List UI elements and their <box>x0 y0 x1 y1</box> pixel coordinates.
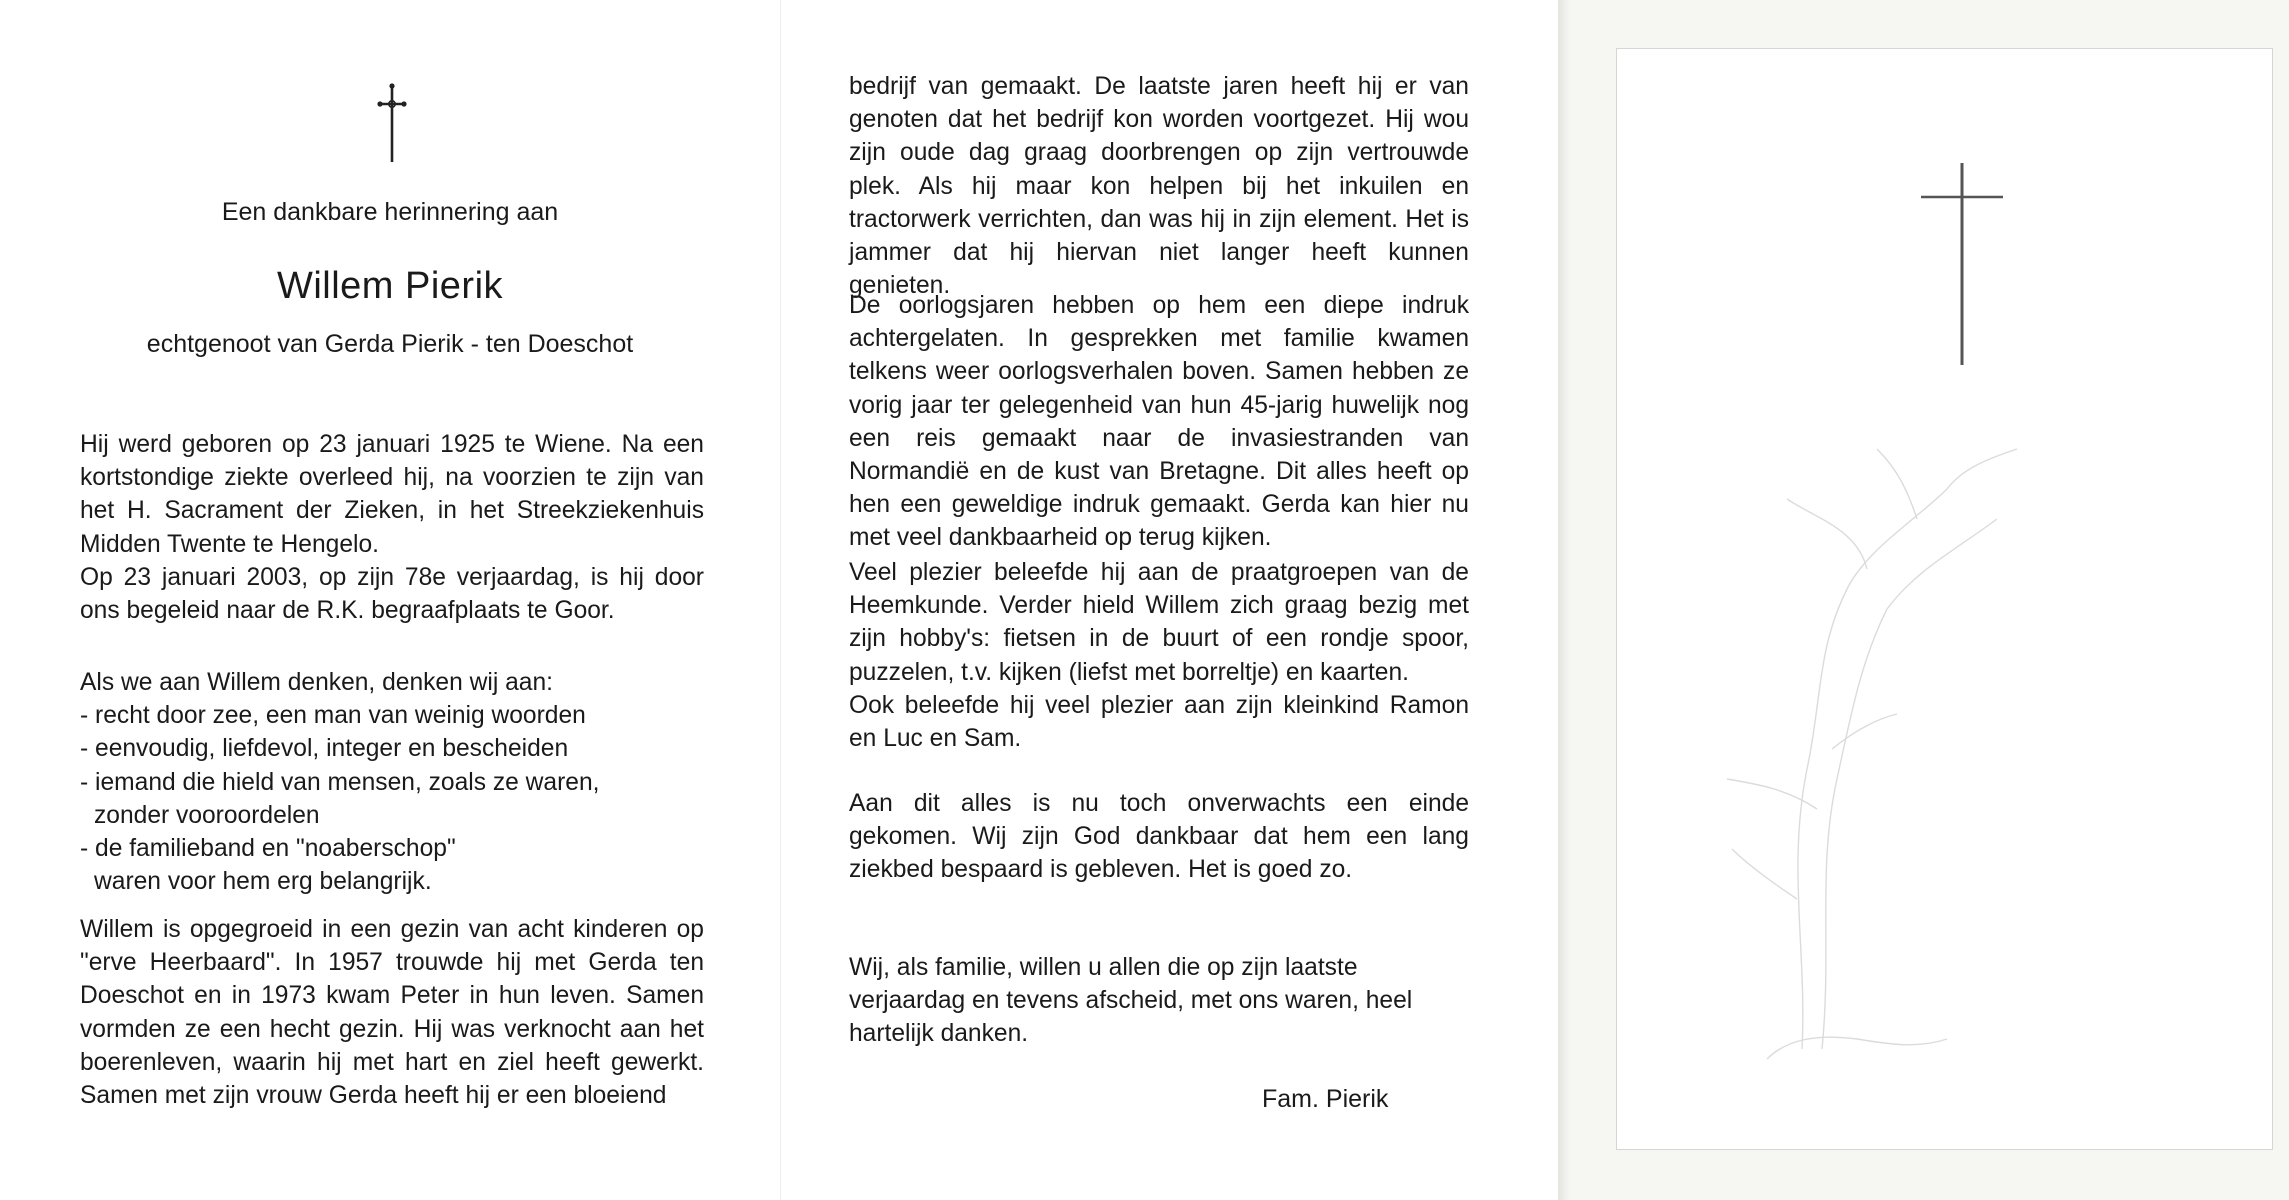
end-paragraph <box>849 787 1469 887</box>
hobby-text: Veel plezier beleefde hij aan de praatgroepen van de Heemkunde. Verder hield Willem zich graag bezig met zijn hobby's: fietsen in de buurt of een rondje spoor, puzzelen, t.v. kijken (liefst met borreltje) en kaarten. <box>849 559 1469 686</box>
list-item: - eenvoudig, liefdevol, integer en bescheiden <box>80 735 569 763</box>
signature: Fam. Pierik <box>1262 1085 1389 1113</box>
list-item: - recht door zee, een man van weinig woorden <box>80 702 586 730</box>
intro-line: Een dankbare herinnering aan <box>221 198 559 226</box>
spouse-line: echtgenoot van Gerda Pierik - ten Doeschot <box>146 330 634 358</box>
memory-list <box>80 699 704 898</box>
life-text: Willem is opgegroeid in een gezin van acht kinderen op "erve Heerbaard". In 1957 trouwde hij met Gerda ten Doeschot en in 1973 kwam Peter in hun leven. Samen vormden ze een hecht gezin. Hij was verknocht aan het boerenleven, waarin hij met hart en ziel heeft gewerkt. Samen met zijn vrouw Gerda heeft hij er een bloeiend <box>80 916 704 1110</box>
memory-section <box>80 666 704 898</box>
life-text-continued: bedrijf van gemaakt. De laatste jaren heeft hij er van genoten dat het bedrijf kon worden voortgezet. Hij wou zijn oude dag graag doorbrengen op zijn vertrouwde plek. Als hij maar kon helpen bij het inkuilen en tractorwerk verrichten, dan was hij in zijn element. Het is jammer dat hij hiervan niet langer heeft kunnen genieten. <box>849 73 1469 300</box>
birth-text: Hij werd geboren op 23 januari 1925 te Wiene. Na een kortstondige ziekte overleed hij, na voorzien te zijn van het H. Sacrament der Zieken, in het Streekziekenhuis Midden Twente te Hengelo. <box>80 431 704 558</box>
hobby-paragraph <box>849 556 1469 755</box>
list-item: - iemand die hield van mensen, zoals ze waren, zonder vooroordelen <box>80 768 600 829</box>
memory-intro: Als we aan Willem denken, denken wij aan: <box>80 669 553 696</box>
cross-icon <box>372 82 412 164</box>
life-paragraph <box>80 913 704 1112</box>
life-paragraph-continued <box>849 70 1469 302</box>
war-text: De oorlogsjaren hebben op hem een diepe indruk achtergelaten. In gesprekken met familie kwamen telkens weer oorlogsverhalen boven. Samen hebben ze vorig jaar ter gelegenheid van hun 45-jarig huwelijk nog een reis gemaakt naar de invasiestranden van Normandië en de kust van Bretagne. Dit alles heeft op hen een geweldige indruk gemaakt. Gerda kan hier nu met veel dankbaarheid op terug kijken. <box>849 292 1469 552</box>
grandchildren-text: Ook beleefde hij veel plezier aan zijn kleinkind Ramon en Luc en Sam. <box>849 691 1469 753</box>
thanks-text: Wij, als familie, willen u allen die op zijn laatste verjaardag en tevens afscheid, met ons waren, heel hartelijk danken. <box>849 954 1413 1048</box>
fold-shadow <box>1558 0 1570 1200</box>
end-text: Aan dit alles is nu toch onverwachts een einde gekomen. Wij zijn God dankbaar dat hem een lang ziekbed bespaard is gebleven. Het is goed zo. <box>849 790 1469 884</box>
list-item: - de familieband en "noaberschop" waren voor hem erg belangrijk. <box>80 835 456 896</box>
funeral-text: Op 23 januari 2003, op zijn 78e verjaardag, is hij door ons begeleid naar de R.K. begraafplaats te Goor. <box>80 563 704 625</box>
cross-icon <box>1917 161 2007 367</box>
birth-paragraph <box>80 428 704 627</box>
card-front <box>1616 48 2273 1150</box>
deceased-name: Willem Pierik <box>276 265 504 307</box>
war-paragraph <box>849 289 1469 555</box>
